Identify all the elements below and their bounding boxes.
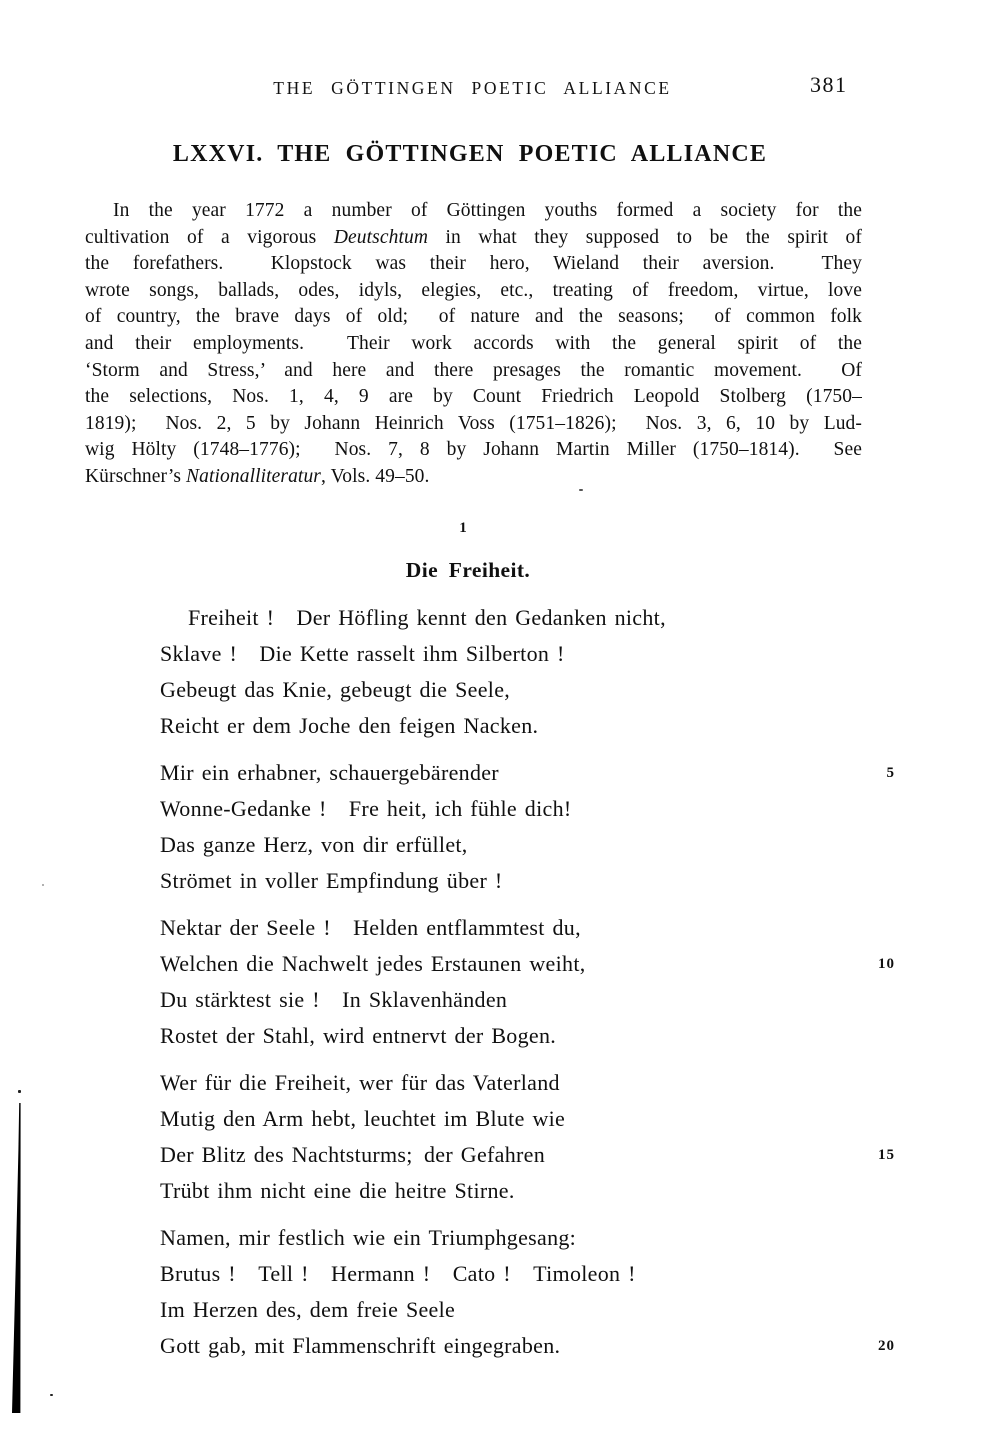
verse-text: Mutig den Arm hebt, leuchtet im Blute wie [160, 1106, 566, 1131]
verse-text: Im Herzen des, dem freie Seele [160, 1297, 456, 1322]
verse-line [160, 1101, 895, 1137]
scan-speck [42, 884, 44, 886]
stanza [160, 910, 895, 1054]
intro-line [85, 278, 862, 305]
verse-text: Brutus ! Tell ! Hermann ! Cato ! Timoleon ! [160, 1261, 636, 1286]
verse-line [160, 982, 895, 1018]
intro-line [85, 464, 862, 491]
stanza [160, 1065, 895, 1209]
scan-speck [18, 1090, 21, 1093]
intro-line [85, 411, 862, 438]
verse-text: Mir ein erhabner, schauergebärender [160, 760, 499, 785]
verse-line [160, 1065, 895, 1101]
intro-line [85, 304, 862, 331]
stanza [160, 755, 895, 899]
intro-line [85, 251, 862, 278]
intro-line [85, 384, 862, 411]
verse-text: Wonne-Gedanke ! Fre heit, ich fühle dich! [160, 796, 572, 821]
text-segment: ‘Storm and Stress,’ and here and there presages the romantic movement. Of [85, 359, 862, 381]
page-number: 381 [810, 72, 848, 97]
verse-line [160, 1256, 895, 1292]
verse-text: Du stärktest sie ! In Sklavenhänden [160, 987, 508, 1012]
verse-line [160, 946, 895, 982]
intro-line [85, 331, 862, 358]
intro-line [85, 437, 862, 464]
verse-number: 15 [878, 1147, 895, 1163]
italic-text: Nationalliteratur [186, 465, 321, 487]
text-segment: wig Hölty (1748–1776); Nos. 7, 8 by Johann Martin Miller (1750–1814). See [85, 439, 862, 461]
verse-text: Strömet in voller Empfindung über ! [160, 868, 503, 893]
intro-line [85, 198, 862, 225]
stanza [160, 600, 895, 744]
text-segment: Kürschner’s [85, 465, 187, 487]
text-segment: in what they supposed to be the spirit of [428, 226, 862, 248]
verse-text: Freiheit ! Der Höfling kennt den Gedanken nicht, [188, 605, 666, 630]
verse-line [160, 1328, 895, 1364]
text-segment: cultivation of a vigorous [85, 226, 334, 248]
text-segment: wrote songs, ballads, odes, idyls, elegies, etc., treating of freedom, virtue, love [85, 279, 862, 301]
text-segment: of country, the brave days of old; of nature and the seasons; of common folk [85, 306, 862, 328]
verse-text: Der Blitz des Nachtsturms; der Gefahren [160, 1142, 546, 1167]
italic-text: Deutschtum [333, 226, 429, 248]
verse-line [160, 636, 895, 672]
verse-line [160, 1173, 895, 1209]
poem [160, 600, 895, 1375]
text-segment: 1819); Nos. 2, 5 by Johann Heinrich Voss (1751–1826); Nos. 3, 6, 10 by Lud- [85, 412, 862, 434]
verse-text: Trübt ihm nicht eine die heitre Stirne. [160, 1178, 515, 1203]
scan-speck [50, 1394, 53, 1396]
verse-number: 5 [886, 765, 895, 781]
text-segment: , Vols. 49–50. [321, 465, 430, 487]
intro-paragraph [85, 198, 862, 491]
verse-text: Sklave ! Die Kette rasselt ihm Silberton ! [160, 641, 565, 666]
verse-line [160, 827, 895, 863]
text-segment: and their employments. Their work accords with the general spirit of the [85, 332, 862, 354]
text-segment: the selections, Nos. 1, 4, 9 are by Count Friedrich Leopold Stolberg (1750– [85, 386, 862, 408]
verse-line [160, 1137, 895, 1173]
text-segment: the forefathers. Klopstock was their hero, Wieland their aversion. They [85, 253, 862, 275]
verse-line [160, 672, 895, 708]
verse-text: Gott gab, mit Flammenschrift eingegraben. [160, 1333, 561, 1358]
verse-line [160, 910, 895, 946]
verse-text: Namen, mir festlich wie ein Triumphgesang: [160, 1225, 577, 1250]
verse-line [160, 863, 895, 899]
verse-number: 20 [878, 1338, 895, 1354]
verse-line [160, 708, 895, 744]
text-segment: In the year 1772 a number of Göttingen youths formed a society for the [113, 200, 862, 221]
running-header: THE GÖTTINGEN POETIC ALLIANCE [273, 78, 672, 98]
verse-number: 10 [878, 956, 895, 972]
verse-text: Nektar der Seele ! Helden entflammtest du, [160, 915, 581, 940]
verse-text: Reicht er dem Joche den feigen Nacken. [160, 713, 539, 738]
verse-line [160, 1292, 895, 1328]
section-number: 1 [459, 520, 468, 536]
chapter-title: LXXVI. THE GÖTTINGEN POETIC ALLIANCE [172, 141, 768, 167]
verse-line [160, 755, 895, 791]
verse-text: Rostet der Stahl, wird entnervt der Bogen. [160, 1023, 557, 1048]
verse-line [160, 791, 895, 827]
intro-line [85, 358, 862, 385]
verse-text: Welchen die Nachwelt jedes Erstaunen weiht, [160, 951, 586, 976]
scan-gutter-artifact [0, 0, 24, 1444]
intro-line [85, 225, 862, 252]
verse-text: Gebeugt das Knie, gebeugt die Seele, [160, 677, 511, 702]
poem-title: Die Freiheit. [405, 558, 531, 582]
verse-line [160, 600, 895, 636]
stanza [160, 1220, 895, 1364]
verse-text: Wer für die Freiheit, wer für das Vaterland [160, 1070, 560, 1095]
verse-text: Das ganze Herz, von dir erfüllet, [160, 832, 468, 857]
verse-line [160, 1018, 895, 1054]
verse-line [160, 1220, 895, 1256]
